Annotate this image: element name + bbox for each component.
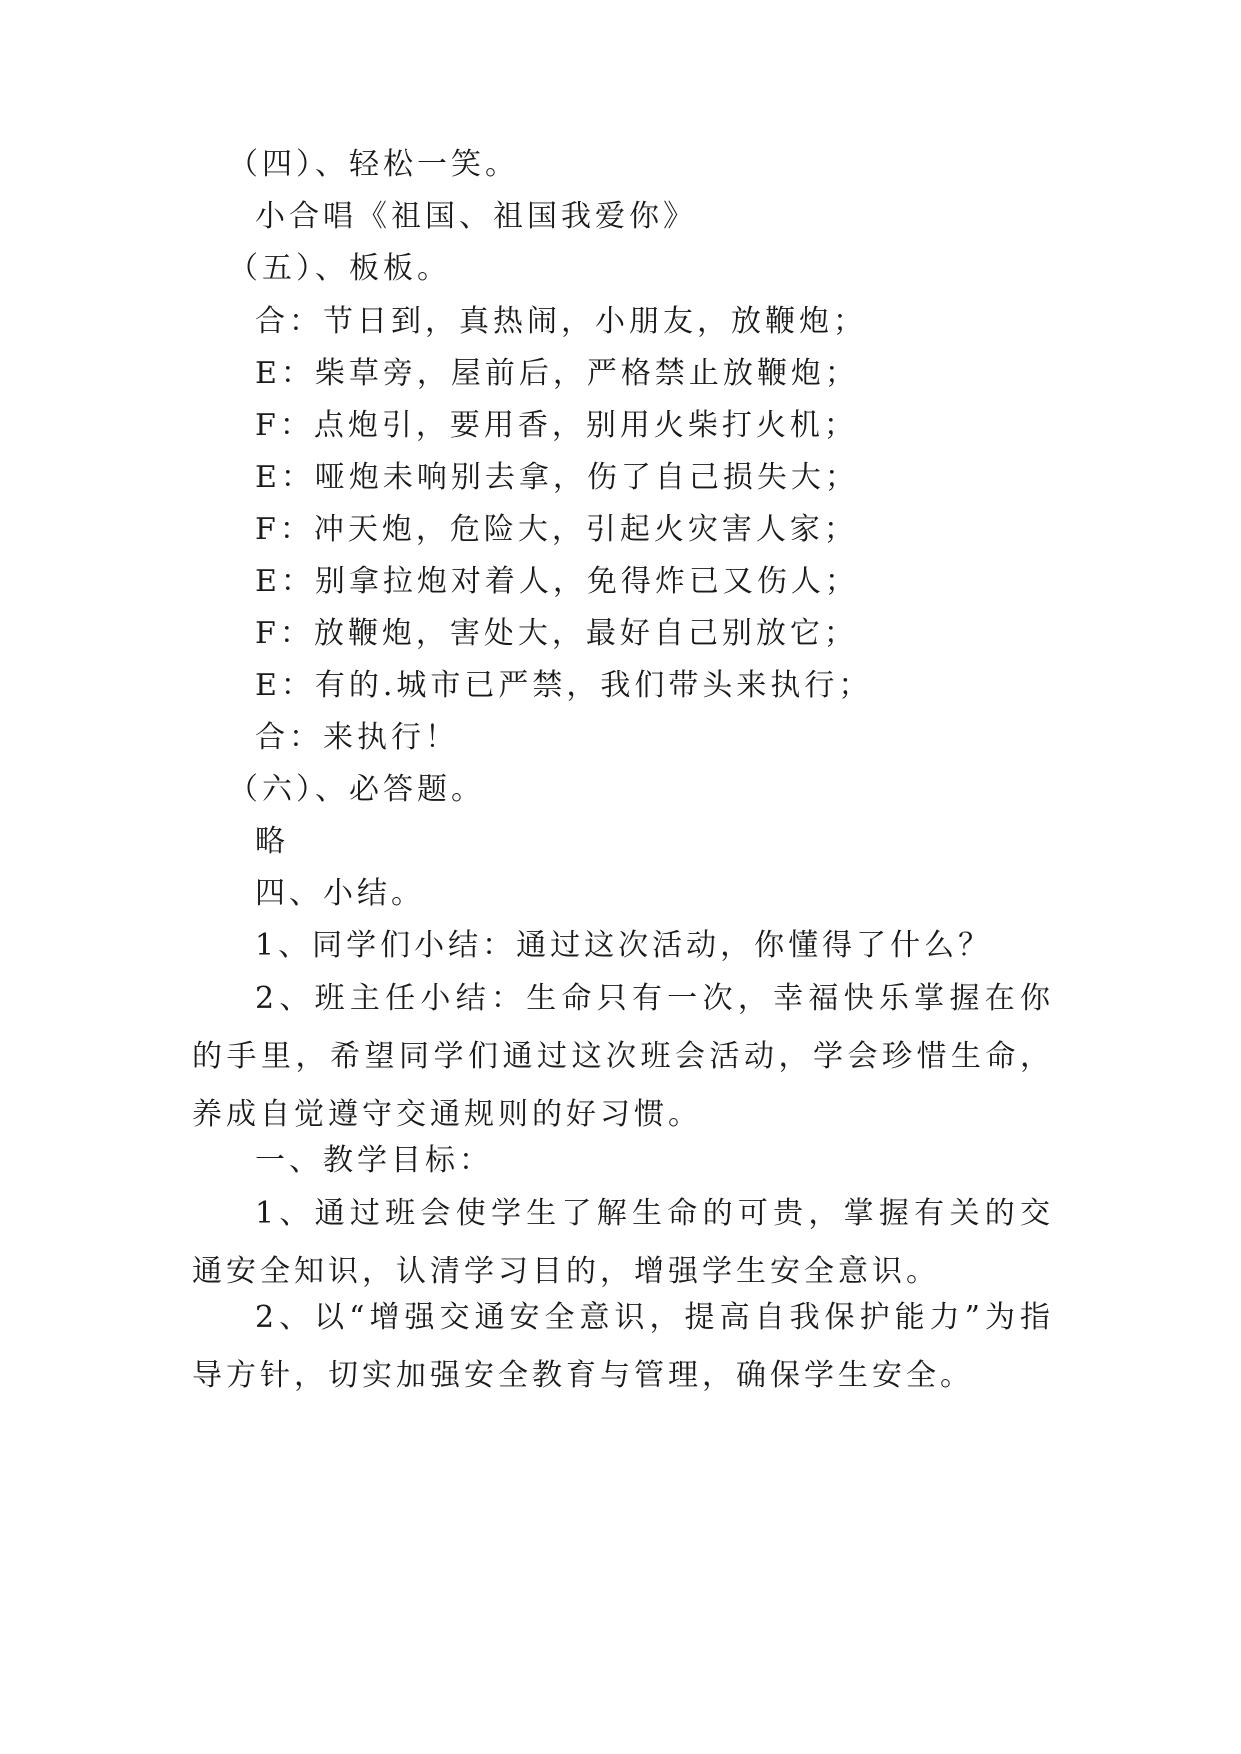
paragraph-text: 2、以“增强交通安全意识，提高自我保护能力”为指导方针，切实加强安全教育与管理，确保学生安全。 — [192, 1300, 1054, 1393]
text-line: 小合唱《祖国、祖国我爱你》 — [255, 199, 697, 234]
text-line: 1、同学们小结：通过这次活动，你懂得了什么？ — [255, 928, 993, 963]
paragraph — [192, 1185, 1054, 1301]
section-heading-goals — [192, 1132, 1054, 1190]
paragraph-text: 一、教学目标： — [255, 1143, 493, 1178]
paragraph-text: 2、班主任小结：生命只有一次，幸福快乐掌握在你的手里，希望同学们通过这次班会活动，学会珍惜生命，养成自觉遵守交通规则的好习惯。 — [192, 981, 1054, 1132]
text-line: 合：来执行！ — [255, 720, 459, 755]
section-heading-summary: 四、小结。 — [255, 876, 425, 911]
text-line: E：有的.城市已严禁，我们带头来执行； — [255, 668, 873, 703]
text-line: E：别拿拉炮对着人，免得炸已又伤人； — [255, 564, 859, 599]
section-heading-5: （五）、板板。 — [228, 251, 451, 286]
text-line: E：哑炮未响别去拿，伤了自己损失大； — [255, 460, 859, 495]
section-heading-4: （四）、轻松一笑。 — [228, 147, 519, 182]
text-line: F：放鞭炮，害处大，最好自己别放它； — [255, 616, 858, 651]
text-line: F：冲天炮，危险大，引起火灾害人家； — [255, 512, 858, 547]
text-line: 略 — [255, 824, 289, 859]
paragraph — [192, 1289, 1054, 1405]
text-line: E：柴草旁，屋前后，严格禁止放鞭炮； — [255, 356, 859, 391]
text-line: 合：节日到，真热闹，小朋友，放鞭炮； — [255, 304, 867, 339]
section-heading-6: （六）、必答题。 — [228, 772, 485, 807]
paragraph — [192, 970, 1054, 1144]
paragraph-text: 1、通过班会使学生了解生命的可贵，掌握有关的交通安全知识，认清学习目的，增强学生安全意识。 — [192, 1196, 1054, 1289]
text-line: F：点炮引，要用香，别用火柴打火机； — [255, 408, 858, 443]
